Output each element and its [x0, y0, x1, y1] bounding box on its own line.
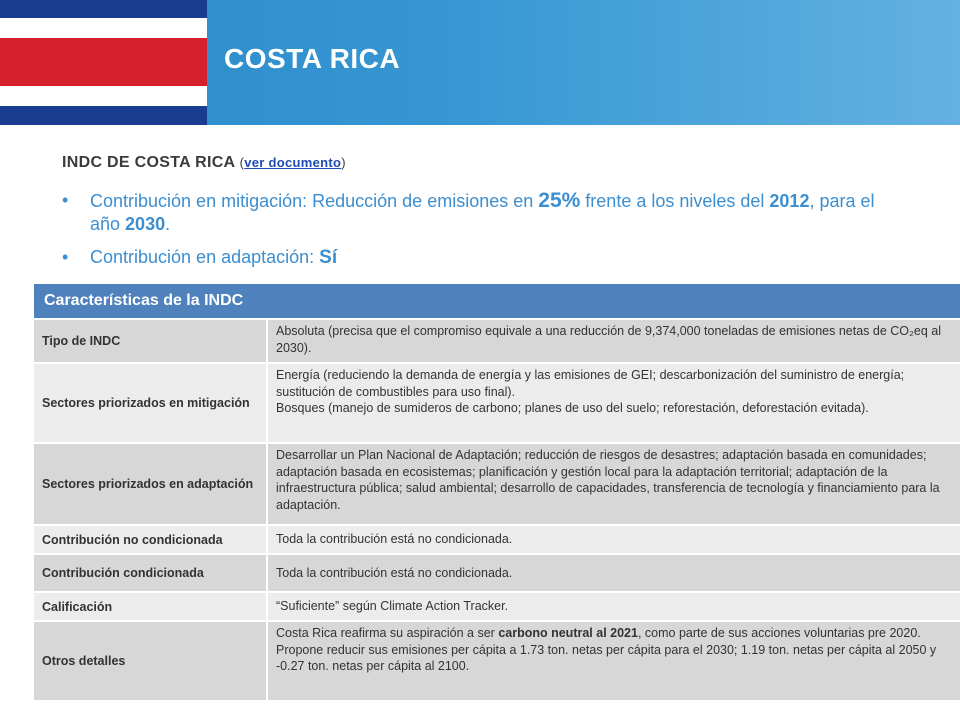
- row-value: Absoluta (precisa que el compromiso equivale a una reducción de 9,374,000 toneladas de emisiones netas de CO₂eq al 2030).: [266, 320, 960, 362]
- header-banner: [0, 0, 960, 125]
- summary-bullets: [62, 189, 892, 279]
- row-label: Contribución condicionada: [42, 566, 204, 580]
- table-row: [34, 591, 960, 620]
- row-label: Sectores priorizados en mitigación: [42, 396, 250, 410]
- adaptation-bullet: • Contribución en adaptación: Sí: [62, 246, 892, 269]
- table-row: [34, 318, 960, 362]
- indc-heading-text: INDC DE COSTA RICA: [62, 154, 235, 171]
- row-label: Tipo de INDC: [42, 334, 121, 348]
- table-row: [34, 442, 960, 524]
- table-row: [34, 620, 960, 700]
- row-label: Contribución no condicionada: [42, 532, 223, 547]
- table-header: Características de la INDC: [34, 284, 960, 318]
- row-value: Costa Rica reafirma su aspiración a ser carbono neutral al 2021, como parte de sus acciones voluntarias pre 2020. Propone reducir sus emisiones per cápita a 1.73 ton. netas per cápita para el 2030; 1.19 ton. netas per cápita al 2050 y -0.27 ton. netas per cápita al 2100.: [266, 622, 960, 700]
- page-title: COSTA RICA: [224, 43, 401, 74]
- mitigation-bullet: • Contribución en mitigación: Reducción de emisiones en 25% frente a los niveles del 2012, para el año 2030.: [62, 189, 892, 236]
- row-value: Toda la contribución está no condicionada.: [266, 526, 960, 553]
- row-value: Desarrollar un Plan Nacional de Adaptación; reducción de riesgos de desastres; adaptación basada en comunidades; adaptación basada en ecosistemas; planificación y gestión local para la adaptación territorial; adaptación de la infraestructura pública; salud ambiental; desarrollo de capacidades, transferencia de tecnología y financiamiento para la adaptación.: [266, 444, 960, 524]
- table-row: [34, 362, 960, 442]
- table-row: [34, 524, 960, 553]
- indc-characteristics-table: [34, 284, 960, 700]
- ver-documento-link[interactable]: ver documento: [244, 155, 342, 170]
- row-label: Otros detalles: [42, 654, 126, 668]
- row-value: Toda la contribución está no condicionada.: [266, 555, 960, 591]
- table-row: [34, 553, 960, 591]
- document-link-wrapper: (ver documento): [239, 155, 346, 170]
- row-value: “Suficiente” según Climate Action Tracker.: [266, 593, 960, 620]
- indc-heading: [62, 154, 346, 172]
- row-label: Sectores priorizados en adaptación: [42, 477, 254, 491]
- row-value: Energía (reduciendo la demanda de energía y las emisiones de GEI; descarbonización del suministro de energía; sustitución de combustibles para uso final). Bosques (manejo de sumideros de carbono; planes de uso del suelo; reforestación, deforestación evitada).: [266, 364, 960, 442]
- costa-rica-flag: [0, 0, 207, 125]
- row-label: Calificación: [42, 599, 113, 614]
